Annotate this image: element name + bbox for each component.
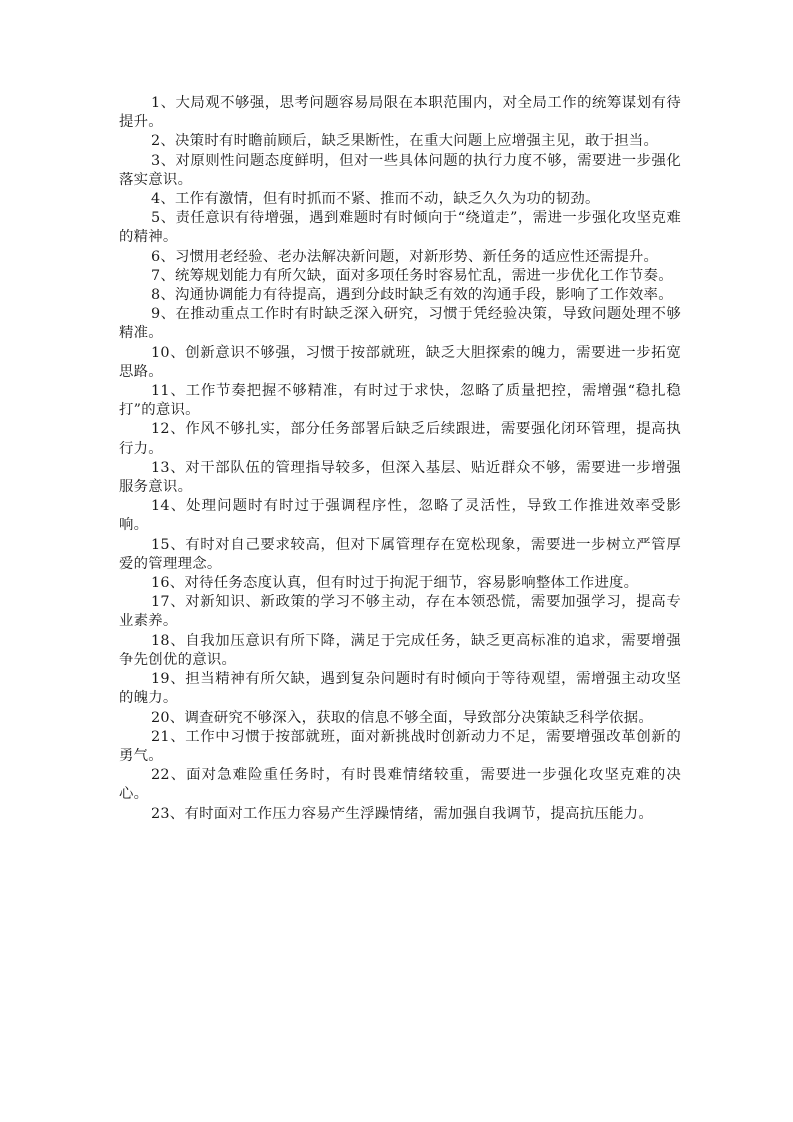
list-item: 21、工作中习惯于按部就班，面对新挑战时创新动力不足，需要增强改革创新的勇气。 (119, 728, 681, 764)
list-item: 1、大局观不够强，思考问题容易局限在本职范围内，对全局工作的统筹谋划有待提升。 (119, 95, 681, 131)
list-item: 14、处理问题时有时过于强调程序性，忽略了灵活性，导致工作推进效率受影响。 (119, 498, 681, 534)
list-item: 23、有时面对工作压力容易产生浮躁情绪，需加强自我调节，提高抗压能力。 (151, 805, 653, 822)
list-item: 12、作风不够扎实，部分任务部署后缺乏后续跟进，需要强化闭环管理，提高执行力。 (119, 421, 681, 457)
list-item: 7、统筹规划能力有所欠缺，面对多项任务时容易忙乱，需进一步优化工作节奏。 (151, 267, 673, 284)
list-item: 10、创新意识不够强，习惯于按部就班，缺乏大胆探索的魄力，需要进一步拓宽思路。 (119, 344, 681, 380)
list-item: 20、调查研究不够深入，获取的信息不够全面，导致部分决策缺乏科学依据。 (151, 709, 653, 726)
list-item: 18、自我加压意识有所下降，满足于完成任务，缺乏更高标准的追求，需要增强争先创优的意识。 (119, 632, 681, 668)
list-item: 2、决策时有时瞻前顾后，缺乏果断性，在重大问题上应增强主见，敢于担当。 (151, 133, 659, 150)
list-item: 11、工作节奏把握不够精准，有时过于求快，忽略了质量把控，需增强“稳扎稳打”的意识。 (119, 383, 681, 419)
list-item: 15、有时对自己要求较高，但对下属管理存在宽松现象，需要进一步树立严管厚爱的管理理念。 (119, 536, 681, 572)
list-item: 17、对新知识、新政策的学习不够主动，存在本领恐慌，需要加强学习，提高专业素养。 (119, 594, 681, 630)
list-item: 4、工作有激情，但有时抓而不紧、推而不动，缺乏久久为功的韧劲。 (151, 191, 600, 208)
list-item: 19、担当精神有所欠缺，遇到复杂问题时有时倾向于等待观望，需增强主动攻坚的魄力。 (119, 671, 681, 707)
list-item: 8、沟通协调能力有待提高，遇到分歧时缺乏有效的沟通手段，影响了工作效率。 (151, 287, 673, 304)
list-item: 3、对原则性问题态度鲜明，但对一些具体问题的执行力度不够，需要进一步强化落实意识。 (119, 152, 681, 188)
list-item: 5、责任意识有待增强，遇到难题时有时倾向于“绕道走”，需进一步强化攻坚克难的精神。 (119, 210, 681, 246)
list-item: 16、对待任务态度认真，但有时过于拘泥于细节，容易影响整体工作进度。 (151, 575, 639, 592)
list-item: 9、在推动重点工作时有时缺乏深入研究，习惯于凭经验决策，导致问题处理不够精准。 (119, 306, 681, 342)
list-item: 13、对干部队伍的管理指导较多，但深入基层、贴近群众不够，需要进一步增强服务意识。 (119, 459, 681, 496)
list-item: 22、面对急难险重任务时，有时畏难情绪较重，需要进一步强化攻坚克难的决心。 (119, 767, 681, 803)
list-item: 6、习惯用老经验、老办法解决新问题，对新形势、新任务的适应性还需提升。 (151, 248, 659, 265)
document-body (119, 94, 681, 824)
